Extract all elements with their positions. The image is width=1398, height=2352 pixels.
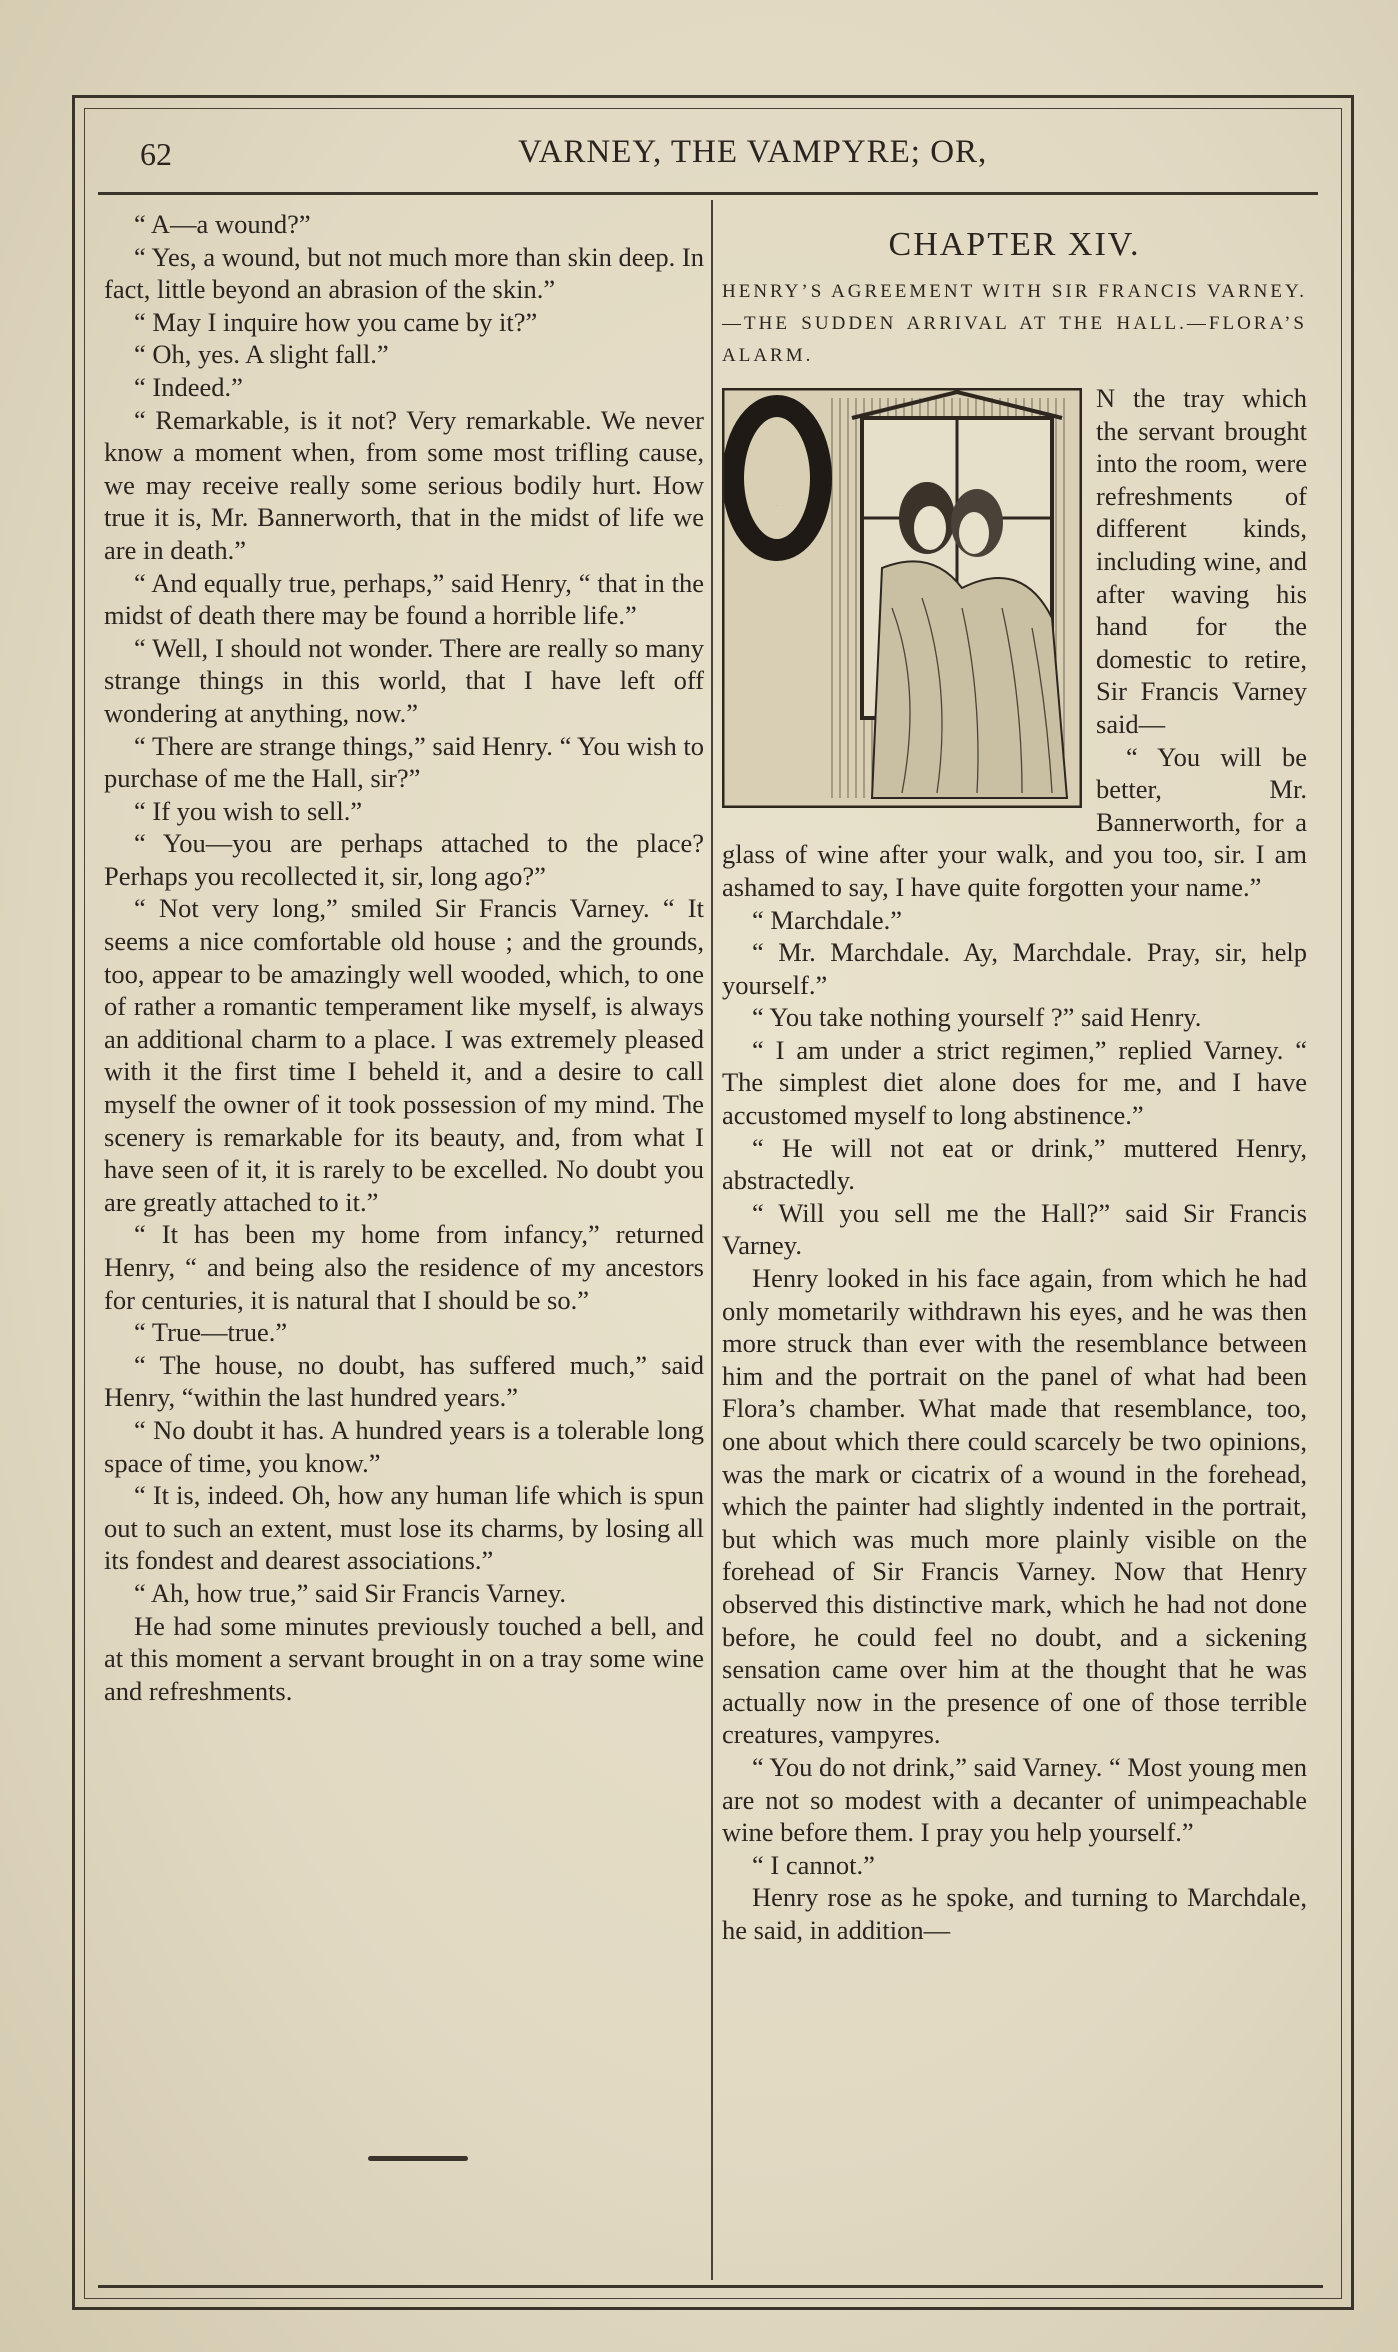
chapter-title: CHAPTER XIV. [888, 226, 1141, 263]
section-end-rule [368, 2156, 468, 2161]
paragraph: “ It is, indeed. Oh, how any human life which is spun out to such an extent, must lose its charms, by losing all its fondest and dearest associations.” [104, 1480, 704, 1576]
running-title: VARNEY, THE VAMPYRE; OR, [518, 134, 988, 170]
paragraph: “ Indeed.” [134, 371, 243, 402]
paragraph: “ Well, I should not wonder. There are really so many strange things in this world, that I have left off wondering at anything, now.” [104, 632, 704, 728]
paragraph: “ May I inquire how you came by it?” [134, 306, 538, 337]
paragraph: “ And equally true, perhaps,” said Henry, “ that in the midst of death there may be found a horrible life.” [104, 567, 704, 631]
paragraph: “ Will you sell me the Hall?” said Sir Francis Varney. [722, 1197, 1307, 1261]
chapter-subtitle: HENRY’S AGREEMENT WITH SIR FRANCIS VARNEY.—THE SUDDEN ARRIVAL AT THE HALL.—FLORA’S ALARM. [722, 281, 1307, 366]
column-divider [711, 200, 713, 2280]
bottom-rule [98, 2285, 1323, 2288]
paragraph: “ There are strange things,” said Henry. “ You wish to purchase of me the Hall, sir?” [104, 730, 704, 794]
paragraph: “ Not very long,” smiled Sir Francis Varney. “ It seems a nice comfortable old house ; and the grounds, too, appear to be amazingly well wooded, which, to one of rather a romantic temperament like myself, is always an additional charm to a place. I was extremely pleased with it the first time I beheld it, and a desire to call myself the owner of it took possession of my mind. The scenery is remarkable for its beauty, and, from what I have seen of it, it is rarely to be excelled. No doubt you are greatly attached to it.” [104, 893, 704, 1217]
paragraph: “ The house, no doubt, has suffered much,” said Henry, “within the last hundred years.” [104, 1349, 704, 1413]
paragraph: Henry looked in his face again, from which he had only mometarily withdrawn his eyes, and he was then more struck than ever with the resemblance between him and the portrait on the panel of what had been Flora’s chamber. What made that resemblance, too, one about which there could scarcely be two opinions, was the mark or cicatrix of a wound in the forehead, which the painter had slightly indented in the portrait, but which was much more plainly visible on the forehead of Sir Francis Varney. Now that Henry observed this distinctive mark, which he had not done before, he could feel no doubt, and a sickening sensation came over him at the thought that he was actually now in the presence of one of those terrible creatures, vampyres. [722, 1263, 1307, 1750]
paragraph: “ I am under a strict regimen,” replied Varney. “ The simplest diet alone does for me, and I have accustomed myself to long abstinence.” [722, 1034, 1307, 1131]
paragraph: “ If you wish to sell.” [134, 795, 363, 826]
paragraph: “ Yes, a wound, but not much more than skin deep. In fact, little beyond an abrasion of the skin.” [104, 241, 704, 305]
chapter-first-paragraph: N the tray which the servant brought into the room, were refreshments of different kinds, including wine, and after waving his hand for the domestic to retire, Sir Francis Varney said— [1096, 383, 1307, 739]
paragraph: He had some minutes previously touched a bell, and at this moment a servant brought in on a tray some wine and refreshments. [104, 1610, 704, 1706]
paragraph: “ Remarkable, is it not? Very remarkable. We never know a moment when, from some most trifling cause, we may receive really some serious bodily hurt. How true it is, Mr. Bannerworth, that in the midst of life we are in death.” [104, 404, 704, 565]
paragraph: “ It has been my home from infancy,” returned Henry, “ and being also the residence of my ancestors for centuries, it is natural that I should be so.” [104, 1219, 704, 1315]
paragraph: Henry rose as he spoke, and turning to Marchdale, he said, in addition— [722, 1882, 1307, 1945]
engraving-two-women-image [722, 388, 1082, 808]
paragraph: “ You do not drink,” said Varney. “ Most young men are not so modest with a decanter of unimpeachable wine before them. I pray you help yourself.” [722, 1751, 1307, 1848]
paragraph: “ No doubt it has. A hundred years is a tolerable long space of time, you know.” [104, 1414, 704, 1478]
paragraph: “ You take nothing yourself ?” said Henry. [752, 1002, 1202, 1033]
paragraph: “ You will be better, Mr. Bannerworth, for a glass of wine after your walk, and you too, sir. I am ashamed to say, I have quite forgotten your name.” [722, 741, 1307, 902]
paragraph: “ Oh, yes. A slight fall.” [134, 339, 389, 370]
paragraph: “ Ah, how true,” said Sir Francis Varney. [134, 1577, 567, 1608]
chapter-illustration [722, 388, 1082, 808]
page-header [98, 132, 1318, 195]
right-column [722, 224, 1307, 1947]
paragraph: “ Marchdale.” [752, 904, 903, 935]
paragraph: “ True—true.” [134, 1317, 288, 1348]
paragraph: “ I cannot.” [752, 1849, 875, 1880]
paragraph: “ A—a wound?” [134, 209, 311, 239]
paragraph: “ You—you are perhaps attached to the place? Perhaps you recollected it, sir, long ago?” [104, 828, 704, 891]
drop-cap: O [776, 506, 778, 507]
page-number: 62 [140, 136, 172, 172]
paragraph: “ Mr. Marchdale. Ay, Marchdale. Pray, sir, help yourself.” [722, 937, 1307, 1000]
left-column [104, 208, 704, 1707]
paragraph: “ He will not eat or drink,” muttered Henry, abstractedly. [722, 1132, 1307, 1196]
